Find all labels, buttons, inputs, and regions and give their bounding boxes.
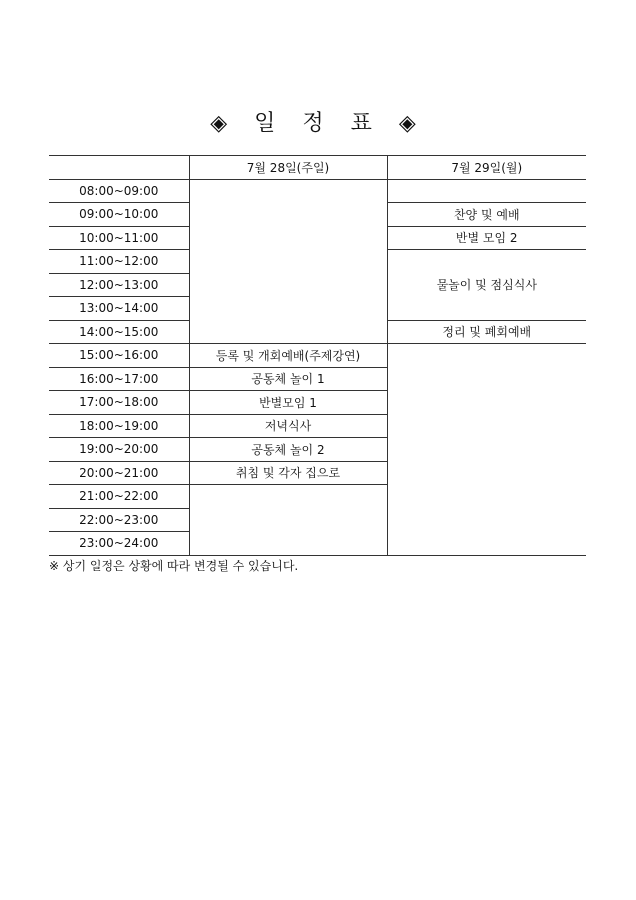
time-cell: 22:00~23:00 <box>49 508 189 532</box>
header-day2: 7월 29일(월) <box>387 156 586 180</box>
day1-empty-cell <box>189 179 387 344</box>
day1-community-play-1-cell: 공동체 놀이 1 <box>189 367 387 391</box>
footnote: ※ 상기 일정은 상황에 따라 변경될 수 있습니다. <box>49 559 299 573</box>
table-row <box>49 344 586 368</box>
time-cell: 18:00~19:00 <box>49 414 189 438</box>
day2-closing-cell: 정리 및 폐회예배 <box>387 320 586 344</box>
time-cell: 08:00~09:00 <box>49 179 189 203</box>
day1-dinner-cell: 저녁식사 <box>189 414 387 438</box>
time-cell: 10:00~11:00 <box>49 226 189 250</box>
header-corner <box>49 156 189 180</box>
page-title: ◈ 일 정 표 ◈ <box>210 111 426 136</box>
time-cell: 16:00~17:00 <box>49 367 189 391</box>
time-cell: 13:00~14:00 <box>49 297 189 321</box>
day1-empty-cell <box>189 485 387 556</box>
day1-group-meeting-cell: 반별모임 1 <box>189 391 387 415</box>
time-cell: 12:00~13:00 <box>49 273 189 297</box>
day1-community-play-2-cell: 공동체 놀이 2 <box>189 438 387 462</box>
time-cell: 21:00~22:00 <box>49 485 189 509</box>
day1-bedtime-cell: 취침 및 각자 집으로 <box>189 461 387 485</box>
day2-water-lunch-cell: 물놀이 및 점심식사 <box>387 250 586 321</box>
time-cell: 09:00~10:00 <box>49 203 189 227</box>
table-header-row <box>49 156 586 180</box>
day2-worship-cell: 찬양 및 예배 <box>387 203 586 227</box>
time-cell: 19:00~20:00 <box>49 438 189 462</box>
time-cell: 14:00~15:00 <box>49 320 189 344</box>
time-cell: 17:00~18:00 <box>49 391 189 415</box>
day2-empty-cell <box>387 344 586 556</box>
day2-group-meeting-cell: 반별 모임 2 <box>387 226 586 250</box>
table-row <box>49 179 586 203</box>
schedule-table <box>49 155 586 556</box>
day1-registration-cell: 등록 및 개회예배(주제강연) <box>189 344 387 368</box>
time-cell: 15:00~16:00 <box>49 344 189 368</box>
time-cell: 11:00~12:00 <box>49 250 189 274</box>
time-cell: 20:00~21:00 <box>49 461 189 485</box>
time-cell: 23:00~24:00 <box>49 532 189 556</box>
day2-empty-cell <box>387 179 586 203</box>
header-day1: 7월 28일(주일) <box>189 156 387 180</box>
